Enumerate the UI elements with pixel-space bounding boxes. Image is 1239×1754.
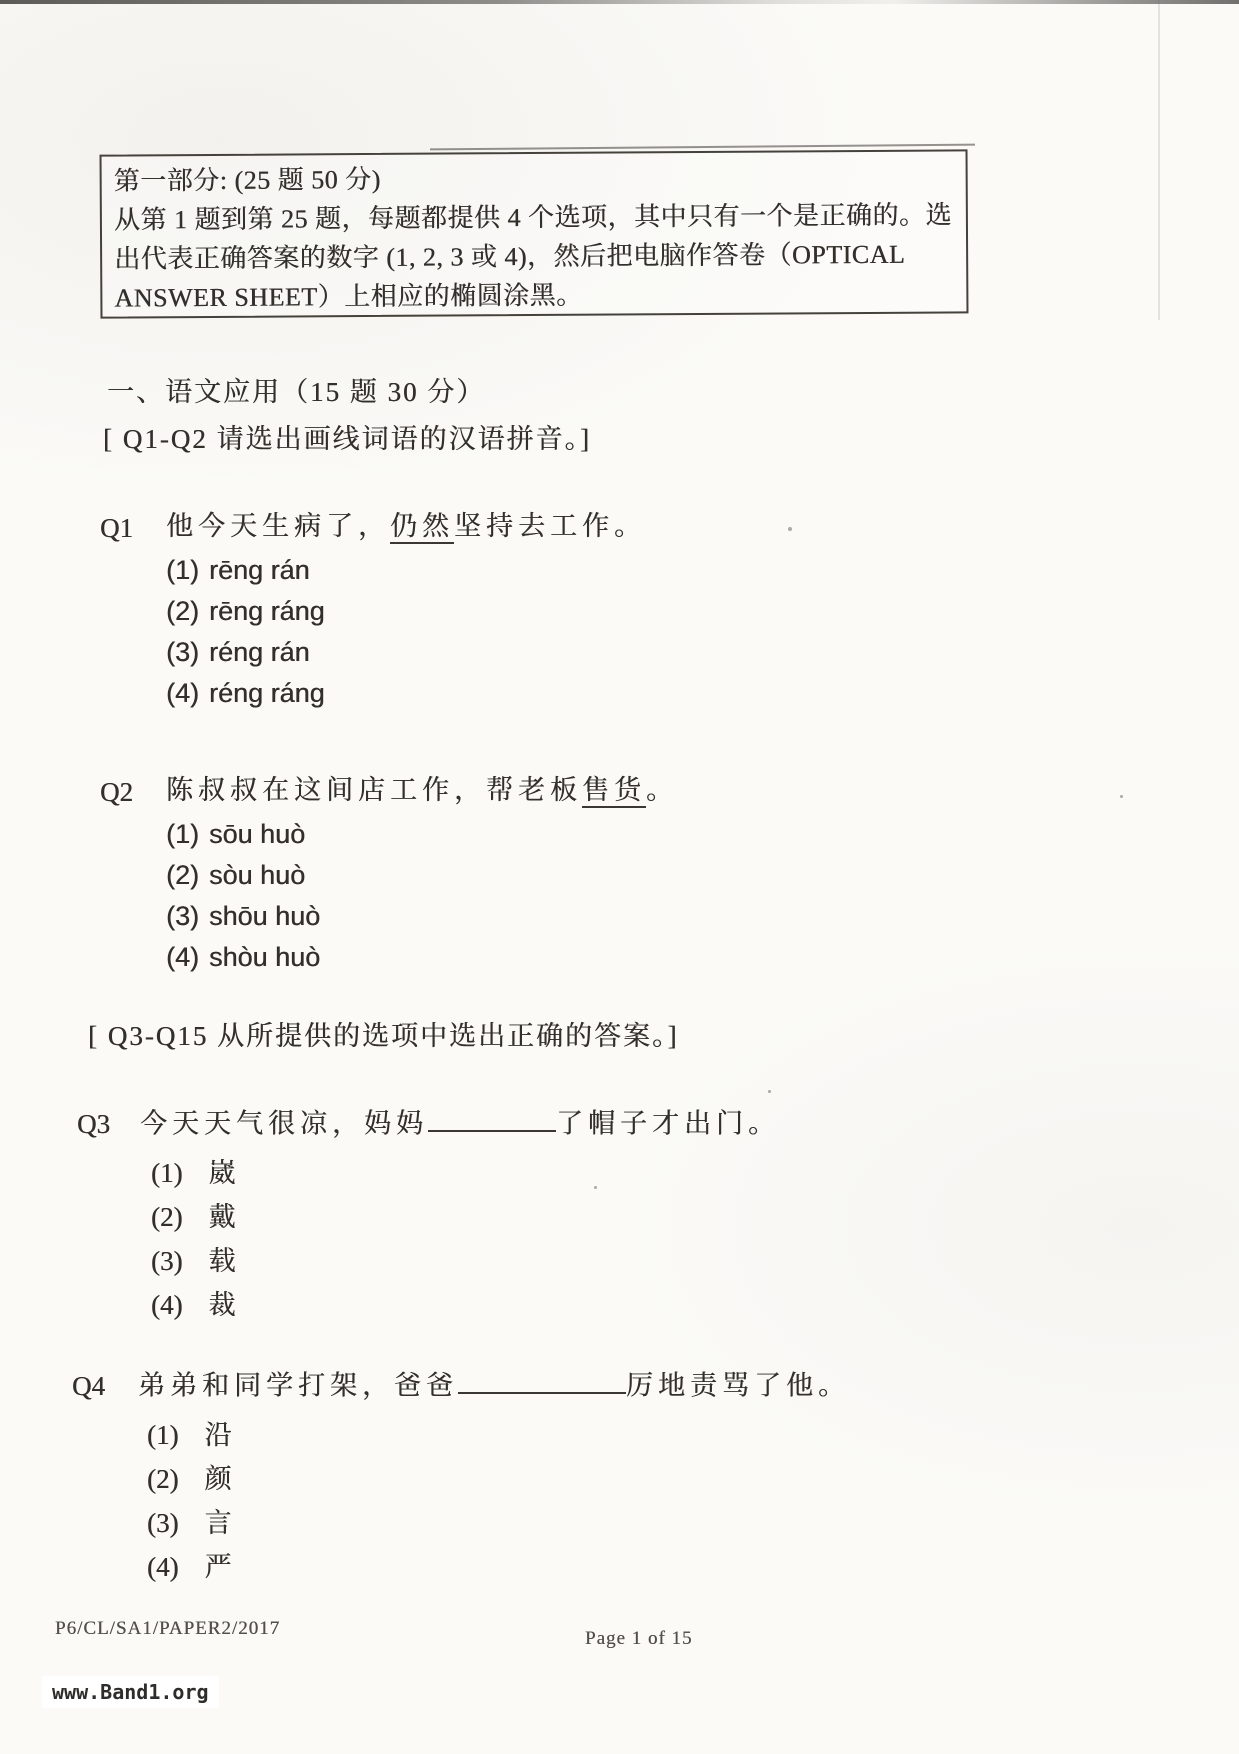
option-number: (4) <box>147 1552 179 1582</box>
option-text: 沿 <box>204 1420 232 1450</box>
option-number: (3) <box>151 1246 183 1276</box>
option-row <box>147 1501 231 1545</box>
option-text: 言 <box>204 1508 232 1538</box>
scan-edge-artifact <box>0 0 1239 4</box>
question-stem-q4 <box>138 1364 850 1405</box>
option-text: 戴 <box>208 1202 236 1232</box>
question-number-q4: Q4 <box>72 1371 105 1401</box>
option-row <box>147 1457 231 1501</box>
option-number: (2) <box>166 596 199 626</box>
part1-instruction-line-2: 出代表正确答案的数字 (1, 2, 3 或 4)，然后把电脑作答卷（OPTICAL <box>114 239 906 274</box>
paper-reference-code: P6/CL/SA1/PAPER2/2017 <box>55 1618 281 1639</box>
option-row <box>166 591 325 632</box>
stem-text: 他今天生病了， <box>166 511 390 541</box>
option-row <box>166 937 320 978</box>
options-list-q2 <box>166 814 320 978</box>
option-number: (2) <box>147 1464 179 1494</box>
option-text: sōu huò <box>209 819 306 849</box>
options-list-q1 <box>166 550 325 714</box>
option-text: rēng rán <box>209 555 310 585</box>
options-list-q3 <box>151 1151 235 1327</box>
option-number: (2) <box>166 860 199 890</box>
option-row <box>151 1283 235 1327</box>
question-number-q3: Q3 <box>77 1109 110 1139</box>
question-number-q1: Q1 <box>100 513 133 543</box>
part1-instruction-line-1: 从第 1 题到第 25 题，每题都提供 4 个选项，其中只有一个是正确的。选 <box>113 200 952 235</box>
option-row <box>151 1239 235 1283</box>
option-number: (2) <box>151 1202 183 1232</box>
part1-heading: 第一部分: (25 题 50 分) <box>113 164 381 196</box>
answer-blank <box>428 1102 556 1132</box>
option-number: (4) <box>166 942 199 972</box>
website-watermark: www.Band1.org <box>42 1676 219 1708</box>
scan-speck <box>768 1090 771 1093</box>
question-number-q2: Q2 <box>100 777 133 807</box>
option-row <box>166 855 320 896</box>
option-text: réng rán <box>209 637 310 667</box>
option-number: (4) <box>151 1290 183 1320</box>
option-number: (1) <box>166 819 199 849</box>
answer-blank <box>458 1364 626 1394</box>
option-text: 裁 <box>208 1290 236 1320</box>
option-text: 载 <box>208 1246 236 1276</box>
underlined-word: 仍然 <box>390 511 454 544</box>
scan-line-artifact <box>1158 0 1160 320</box>
option-row <box>151 1151 235 1195</box>
options-list-q4 <box>147 1413 231 1589</box>
option-number: (4) <box>166 678 199 708</box>
option-row <box>147 1413 231 1457</box>
stem-text: 。 <box>646 775 678 805</box>
page-number: Page 1 of 15 <box>585 1628 693 1649</box>
scan-speck <box>788 527 792 531</box>
option-row <box>166 673 325 714</box>
instruction-q1-q2: [ Q1-Q2 请选出画线词语的汉语拼音。] <box>103 424 591 454</box>
stem-text: 今天天气很凉，妈妈 <box>140 1108 428 1139</box>
question-stem-q3 <box>140 1102 780 1143</box>
stem-text: 坚持去工作。 <box>454 511 646 541</box>
question-stem-q2 <box>166 770 678 810</box>
section-title: 一、语文应用（15 题 30 分） <box>107 377 486 407</box>
option-number: (1) <box>166 555 199 585</box>
option-text: rēng ráng <box>209 596 325 626</box>
option-text: 颜 <box>204 1464 232 1494</box>
option-number: (3) <box>166 901 199 931</box>
option-row <box>166 896 320 937</box>
option-text: 崴 <box>208 1158 236 1188</box>
option-text: 严 <box>204 1552 232 1582</box>
scan-speck <box>1120 795 1123 798</box>
question-stem-q1 <box>166 506 646 546</box>
stem-text: 陈叔叔在这间店工作，帮老板 <box>166 775 582 805</box>
part1-instruction-line-3: ANSWER SHEET）上相应的椭圆涂黑。 <box>114 280 583 313</box>
option-row <box>166 632 325 673</box>
option-text: sòu huò <box>209 860 306 890</box>
option-number: (3) <box>166 637 199 667</box>
part1-instructions-box <box>100 149 969 318</box>
option-text: réng ráng <box>209 678 325 708</box>
option-text: shòu huò <box>209 942 321 972</box>
option-number: (1) <box>151 1158 183 1188</box>
underlined-word: 售货 <box>582 775 646 808</box>
option-number: (3) <box>147 1508 179 1538</box>
stem-text: 弟弟和同学打架，爸爸 <box>138 1370 458 1401</box>
option-row <box>147 1545 231 1589</box>
instruction-q3-q15: [ Q3-Q15 从所提供的选项中选出正确的答案。] <box>88 1021 679 1051</box>
stem-text: 厉地责骂了他。 <box>626 1370 850 1401</box>
stem-text: 了帽子才出门。 <box>556 1108 780 1139</box>
option-text: shōu huò <box>209 901 321 931</box>
option-row <box>151 1195 235 1239</box>
scan-speck <box>594 1186 597 1189</box>
option-row <box>166 550 325 591</box>
option-number: (1) <box>147 1420 179 1450</box>
option-row <box>166 814 320 855</box>
